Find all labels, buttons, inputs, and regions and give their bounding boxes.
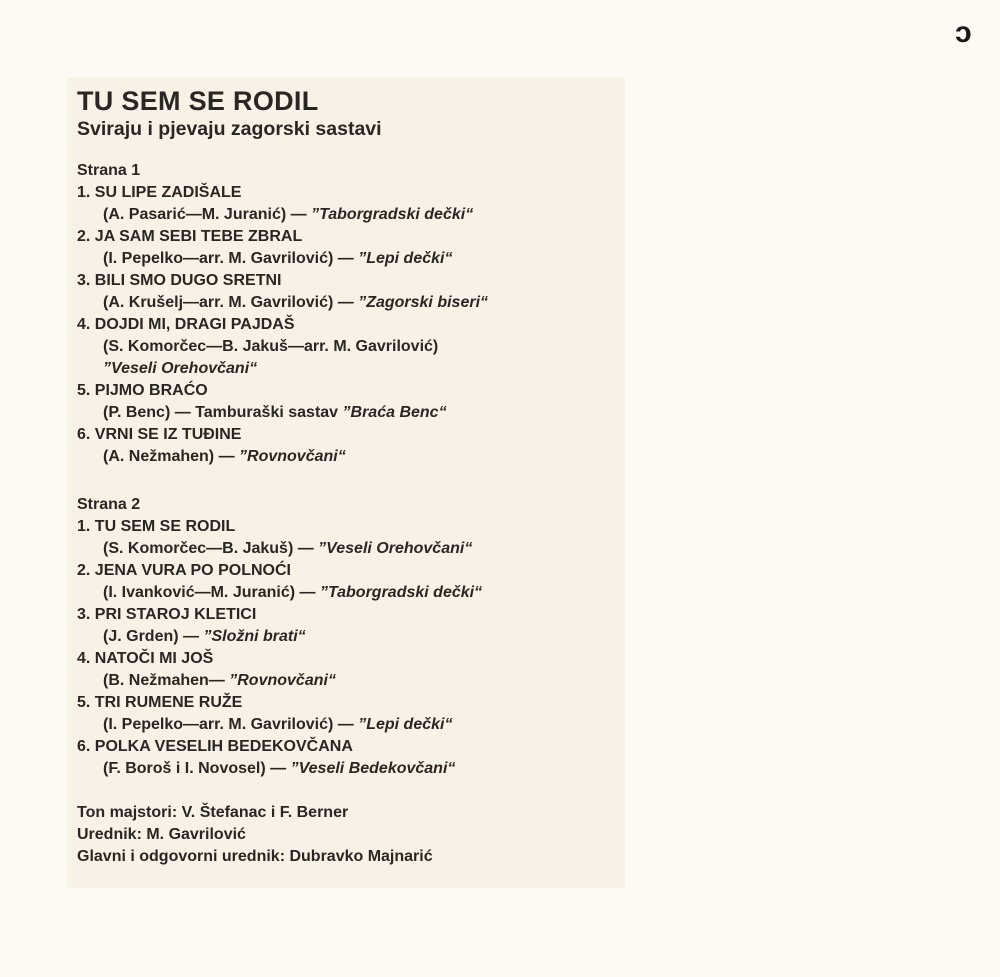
track-item <box>77 424 622 468</box>
track-item <box>77 516 622 560</box>
track-credit <box>77 446 622 468</box>
track-credit <box>77 204 622 226</box>
track-title: 3. BILI SMO DUGO SRETNI <box>77 272 282 289</box>
track-credit <box>77 714 622 736</box>
track-list <box>77 182 622 468</box>
side-heading: Strana 1 <box>77 162 141 179</box>
track-performer: ”Lepi dečki“ <box>358 250 453 267</box>
track-performer: ”Zagorski biseri“ <box>358 294 489 311</box>
track-performer: ”Veseli Bedekovčani“ <box>290 760 456 777</box>
track-performer: ”Lepi dečki“ <box>358 716 453 733</box>
track-credit <box>77 582 622 604</box>
track-credit <box>77 402 622 424</box>
track-credit <box>77 292 622 314</box>
track-item <box>77 380 622 424</box>
track-title: 5. PIJMO BRAĆO <box>77 382 208 399</box>
track-item <box>77 736 622 780</box>
chief-editor-line: Glavni i odgovorni urednik: Dubravko Majnarić <box>77 848 433 865</box>
track-performer: ”Veseli Orehovčani“ <box>103 360 258 377</box>
track-authors: (J. Grden) — <box>103 628 204 645</box>
track-performer: ”Složni brati“ <box>203 628 306 645</box>
track-performer: ”Rovnovčani“ <box>239 448 346 465</box>
side-1 <box>77 160 622 468</box>
track-authors: (A. Nežmahen) — <box>103 448 240 465</box>
track-performer: ”Taborgradski dečki“ <box>311 206 474 223</box>
track-authors: (I. Pepelko—arr. M. Gavrilović) — <box>103 250 359 267</box>
track-authors: (F. Boroš i I. Novosel) — <box>103 760 291 777</box>
track-item <box>77 226 622 270</box>
track-credit <box>77 626 622 648</box>
track-title: 1. SU LIPE ZADIŠALE <box>77 184 242 201</box>
track-performer: ”Rovnovčani“ <box>229 672 336 689</box>
corner-mark: ɔ <box>955 16 972 49</box>
side-2 <box>77 494 622 780</box>
track-title: 6. VRNI SE IZ TUĐINE <box>77 426 242 443</box>
side-heading: Strana 2 <box>77 496 141 513</box>
track-item <box>77 648 622 692</box>
track-authors: (S. Komorčec—B. Jakuš—arr. M. Gavrilović) <box>103 338 439 355</box>
track-performer: ”Veseli Orehovčani“ <box>318 540 473 557</box>
track-title: 2. JA SAM SEBI TEBE ZBRAL <box>77 228 303 245</box>
track-credit <box>77 248 622 270</box>
track-title: 2. JENA VURA PO POLNOĆI <box>77 562 291 579</box>
track-title: 5. TRI RUMENE RUŽE <box>77 694 243 711</box>
track-title: 4. NATOČI MI JOŠ <box>77 650 214 667</box>
editor-line: Urednik: M. Gavrilović <box>77 826 246 843</box>
track-title: 3. PRI STAROJ KLETICI <box>77 606 257 623</box>
track-item <box>77 692 622 736</box>
track-item <box>77 560 622 604</box>
track-list <box>77 516 622 780</box>
track-item <box>77 182 622 226</box>
track-title: 1. TU SEM SE RODIL <box>77 518 236 535</box>
track-performer: ”Taborgradski dečki“ <box>319 584 483 601</box>
track-credit <box>77 336 622 380</box>
track-performer: ”Braća Benc“ <box>342 404 447 421</box>
production-credits <box>77 802 622 868</box>
track-credit <box>77 758 622 780</box>
album-title: TU SEM SE RODIL <box>77 86 319 116</box>
track-title: 4. DOJDI MI, DRAGI PAJDAŠ <box>77 316 295 333</box>
track-authors: (S. Komorčec—B. Jakuš) — <box>103 540 319 557</box>
track-credit <box>77 670 622 692</box>
track-authors: (P. Benc) — Tamburaški sastav <box>103 404 343 421</box>
album-subtitle: Sviraju i pjevaju zagorski sastavi <box>77 118 382 140</box>
track-authors: (A. Krušelj—arr. M. Gavrilović) — <box>103 294 359 311</box>
track-authors: (I. Ivanković—M. Juranić) — <box>103 584 320 601</box>
sound-engineers-line: Ton majstori: V. Štefanac i F. Berner <box>77 804 349 821</box>
track-item <box>77 270 622 314</box>
track-item <box>77 604 622 648</box>
track-authors: (B. Nežmahen— <box>103 672 230 689</box>
insert-content <box>77 86 622 868</box>
track-authors: (I. Pepelko—arr. M. Gavrilović) — <box>103 716 359 733</box>
track-item <box>77 314 622 380</box>
track-credit <box>77 538 622 560</box>
track-title: 6. POLKA VESELIH BEDEKOVČANA <box>77 738 353 755</box>
track-authors: (A. Pasarić—M. Juranić) — <box>103 206 312 223</box>
